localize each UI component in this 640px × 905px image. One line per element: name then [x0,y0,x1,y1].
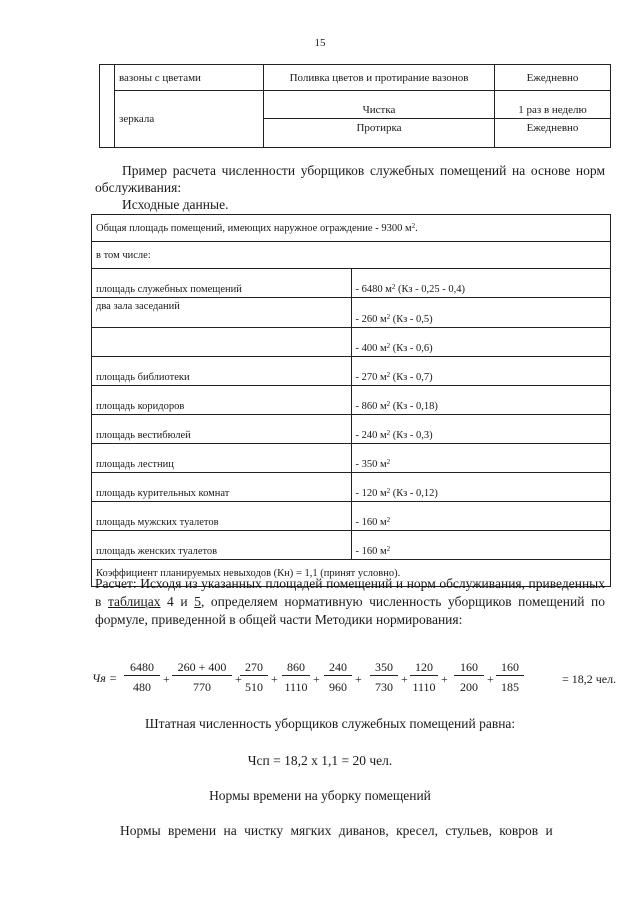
table-row [100,91,611,119]
formula-fraction [370,660,398,695]
table-row [92,386,611,415]
fraction-denominator: 1110 [412,680,436,694]
formula-fraction [410,660,438,695]
table-5-link[interactable]: 5 [194,594,201,609]
table-row [92,298,611,328]
row-value: - 860 $м^2$ (Кз - 0,18) [351,386,611,415]
table-cell: зеркала [115,91,264,148]
table-cell: 1 раз в неделю [495,91,611,119]
fraction-denominator: 510 [245,680,263,694]
table-row [92,415,611,444]
formula-fraction [454,660,484,695]
row-label: площадь мужских туалетов [92,502,352,531]
table-row [92,269,611,298]
row-value: - 270 $м^2$ (Кз - 0,7) [351,357,611,386]
row-value: - 240 $м^2$ (Кз - 0,3) [351,415,611,444]
row-label: площадь курительных комнат [92,473,352,502]
row-label: площадь библиотеки [92,357,352,386]
fraction-denominator: 200 [460,680,478,694]
table-cell: Протирка [264,119,495,148]
row-label: площадь коридоров [92,386,352,415]
formula-fraction [124,660,160,695]
fraction-denominator: 480 [133,680,151,694]
table-row [92,357,611,386]
fraction-denominator: 185 [501,680,519,694]
source-data-table [91,214,611,587]
formula-lhs: Чя = [92,671,117,685]
including-cell: в том числе: [92,242,611,269]
row-value: - 160 $м^2$ [351,531,611,560]
row-label: площадь вестибюлей [92,415,352,444]
page-number: 15 [314,37,326,49]
cleaning-tasks-table [99,64,611,148]
row-value: - 160 $м^2$ [351,502,611,531]
fraction-numerator: 160 [496,660,524,676]
total-area-cell: Общая площадь помещений, имеющих наружное ограждение - 9300 $м^2$. [92,215,611,242]
table-row [92,502,611,531]
plus-sign: + [235,672,242,686]
row-label: площадь женских туалетов [92,531,352,560]
row-label: два зала заседаний [92,298,352,328]
row-value: - 400 $м^2$ (Кз - 0,6) [351,328,611,357]
table-cell: Чистка [264,91,495,119]
fraction-numerator: 120 [410,660,438,676]
plus-sign: + [401,672,408,686]
table-cell: Ежедневно [495,65,611,91]
fraction-denominator: 770 [193,680,211,694]
table-row [92,531,611,560]
row-value: - 6480 $м^2$ (Кз - 0,25 - 0,4) [351,269,611,298]
intro-paragraph: Пример расчета численности уборщиков служебных помещений на основе норм обслуживания: [95,163,605,195]
fraction-denominator: 1110 [284,680,308,694]
row-label: площадь служебных помещений [92,269,352,298]
plus-sign: + [441,672,448,686]
table-cell: вазоны с цветами [115,65,264,91]
plus-sign: + [355,672,362,686]
formula-fraction [324,660,352,695]
row-value: - 120 $м^2$ (Кз - 0,12) [351,473,611,502]
plus-sign: + [271,672,278,686]
headcount-formula [92,660,632,700]
table-cell: Поливка цветов и протирание вазонов [264,65,495,91]
row-label [92,328,352,357]
fraction-numerator: 160 [454,660,484,676]
row-label: площадь лестниц [92,444,352,473]
formula-fraction [172,660,232,695]
formula-fraction [496,660,524,695]
fraction-numerator: 6480 [124,660,160,676]
fraction-numerator: 350 [370,660,398,676]
fraction-denominator: 960 [329,680,347,694]
fraction-denominator: 730 [375,680,393,694]
formula-fraction [282,660,310,695]
table-row [92,444,611,473]
table-row [92,328,611,357]
tables-link[interactable]: таблицах [107,594,161,609]
staff-formula: Чсп = 18,2 x 1,1 = 20 чел. [247,753,393,768]
fraction-numerator: 240 [324,660,352,676]
table-row [92,215,611,242]
formula-fraction [240,660,268,695]
table-row [92,473,611,502]
coefficient-cell: Коэффициент планируемых невыходов (Кн) = 1,1 (принят условно). [92,560,611,587]
plus-sign: + [487,672,494,686]
last-paragraph: Нормы времени на чистку мягких диванов, кресел, стульев, ковров и [120,823,553,838]
staff-count-text: Штатная численность уборщиков служебных помещений равна: [145,716,516,731]
fraction-numerator: 860 [282,660,310,676]
row-value: - 260 $м^2$ (Кз - 0,5) [351,298,611,328]
table-cell [100,65,115,148]
table-row [92,242,611,269]
table-cell: Ежедневно [495,119,611,148]
plus-sign: + [163,672,170,686]
plus-sign: + [313,672,320,686]
row-value: - 350 $м^2$ [351,444,611,473]
formula-result: = 18,2 чел. [562,672,617,686]
fraction-numerator: 260 + 400 [172,660,232,676]
source-data-heading: Исходные данные. [122,197,229,212]
section-title: Нормы времени на уборку помещений [209,788,431,803]
table-row [100,65,611,91]
calculation-paragraph: Расчет: Исходя из указанных площадей помещений и норм обслуживания, приведенных в таблицах 4 и 5, определяем нормативную численность уборщиков помещений по формуле, приведенной в общей части Методики нормирования: [95,576,606,627]
fraction-numerator: 270 [240,660,268,676]
